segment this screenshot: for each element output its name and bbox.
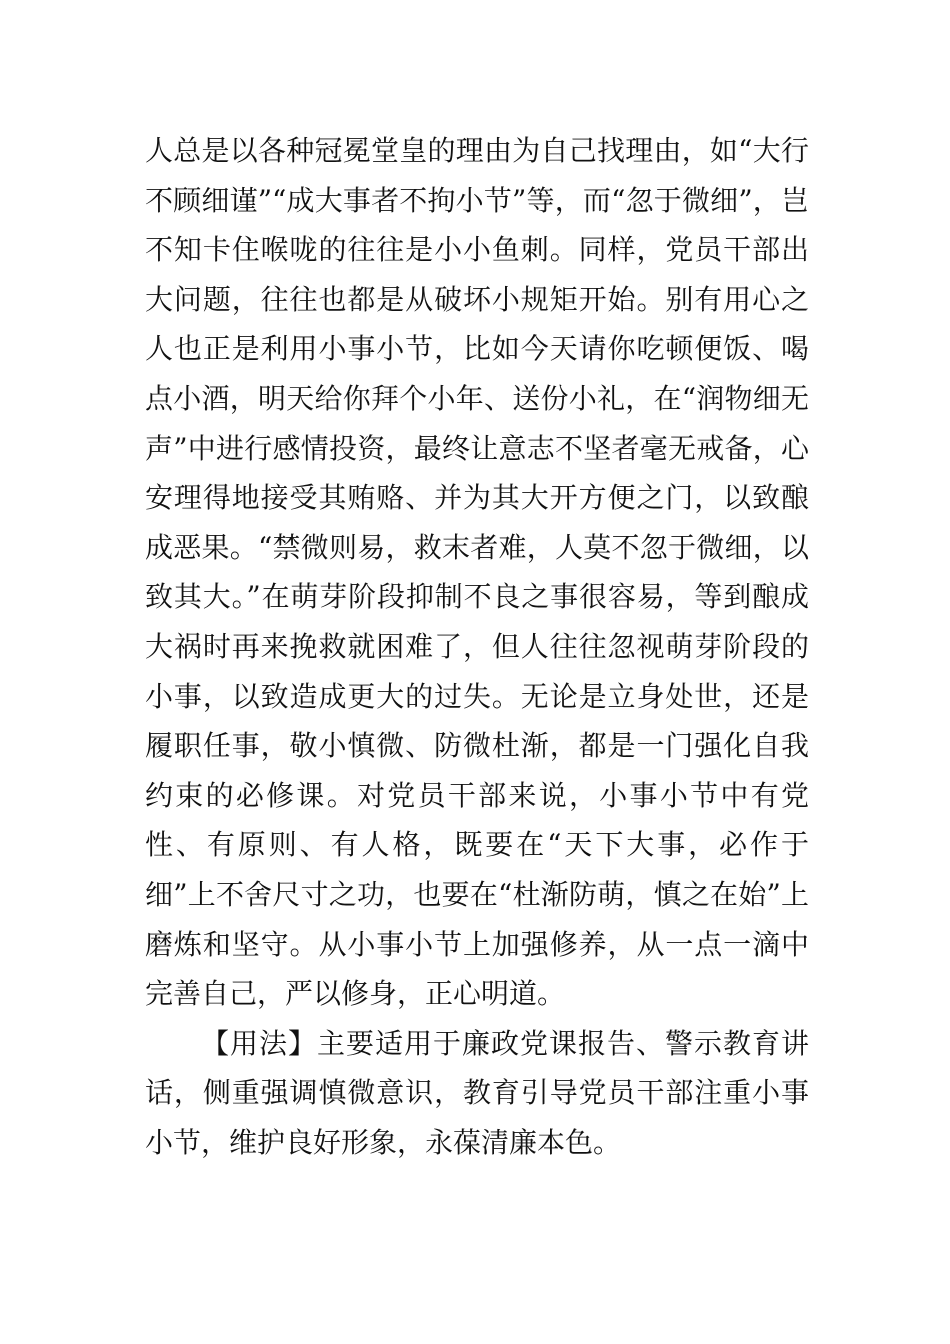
- body-paragraph: 人总是以各种冠冕堂皇的理由为自己找理由，如“大行不顾细谨”“成大事者不拘小节”等，而“忽于微细”，岂不知卡住喉咙的往往是小小鱼刺。同样，党员干部出大问题，往往也都是从破坏小规矩开始。别有用心之人也正是利用小事小节，比如今天请你吃顿便饭、喝点小酒，明天给你拜个小年、送份小礼，在“润物细无声”中进行感情投资，最终让意志不坚者毫无戒备，心安理得地接受其贿赂、并为其大开方便之门，以致酿成恶果。“禁微则易，救末者难，人莫不忽于微细，以致其大。”在萌芽阶段抑制不良之事很容易，等到酿成大祸时再来挽救就困难了，但人往往忽视萌芽阶段的小事，以致造成更大的过失。无论是立身处世，还是履职任事，敬小慎微、防微杜渐，都是一门强化自我约束的必修课。对党员干部来说，小事小节中有党性、有原则、有人格，既要在“天下大事，必作于细”上不舍尺寸之功，也要在“杜渐防萌，慎之在始”上磨炼和坚守。从小事小节上加强修养，从一点一滴中完善自己，严以修身，正心明道。: [145, 134, 809, 1011]
- document-body: [145, 126, 809, 1167]
- usage-paragraph: 【用法】主要适用于廉政党课报告、警示教育讲话，侧重强调慎微意识，教育引导党员干部注重小事小节，维护良好形象，永葆清廉本色。: [145, 1026, 809, 1159]
